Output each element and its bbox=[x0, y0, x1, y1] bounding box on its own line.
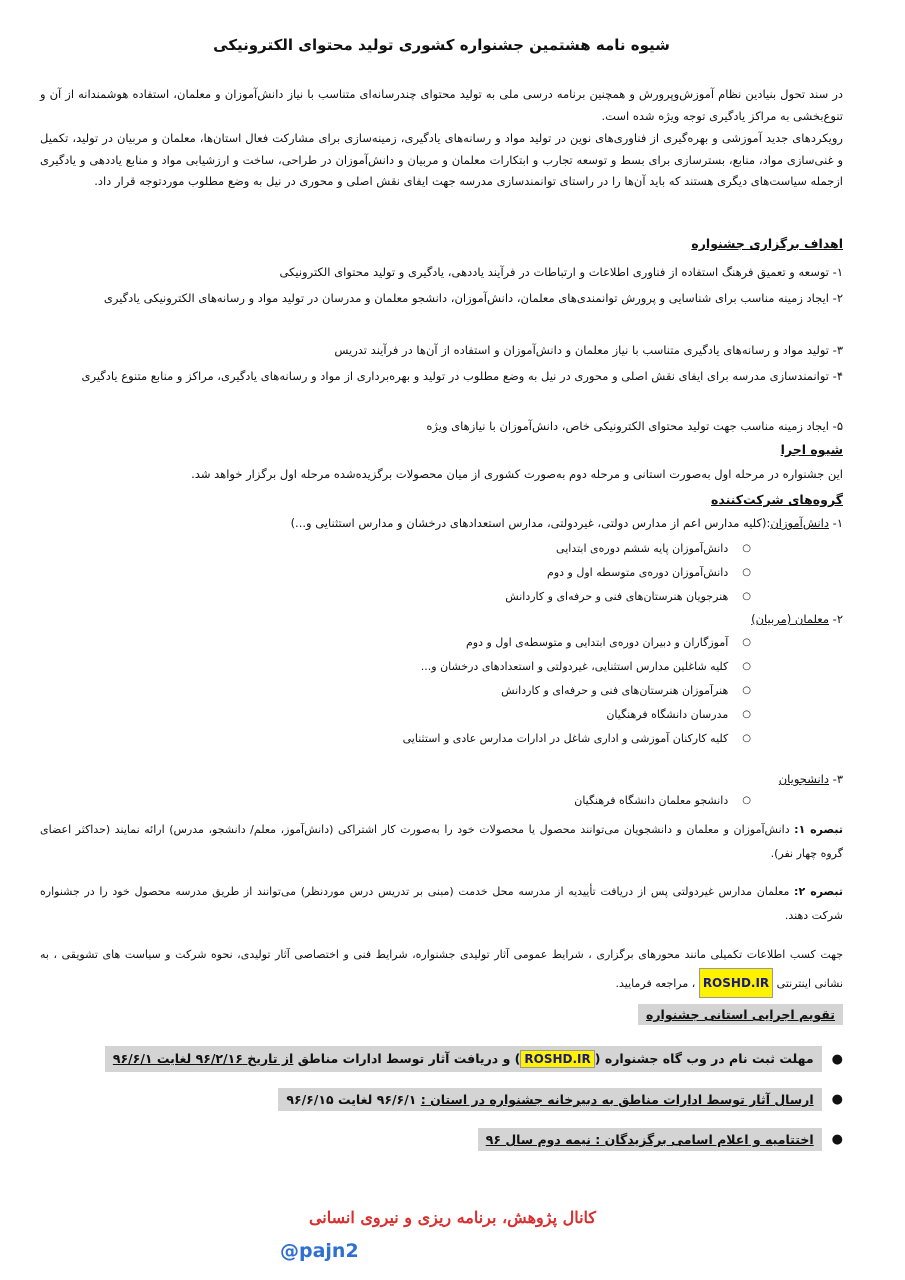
info-text-1: جهت کسب اطلاعات تکمیلی مانند محورهای برگزاری ، شرایط عمومی آثار تولیدی جشنواره، شرایط فنی و اختصاصی آثار تولیدی، نحوه شرکت و سیاست های تشویقی ، به نشانی اینترنتی bbox=[40, 948, 843, 990]
document-title: شیوه نامه هشتمین جشنواره کشوری تولید محتوای الکترونیکی bbox=[213, 36, 670, 54]
circle-bullet-icon: ○ bbox=[742, 543, 751, 554]
goals-heading: اهداف برگزاری جشنواره bbox=[691, 236, 843, 251]
list-item: ○ کلیه شاغلین مدارس استثنایی، غیردولتی و استعدادهای درخشان و... bbox=[420, 660, 751, 673]
circle-bullet-icon: ○ bbox=[742, 567, 751, 578]
circle-bullet-icon: ○ bbox=[742, 685, 751, 696]
group-1-extra: :(کلیه مدارس اعم از مدارس دولتی، غیردولتی، مدارس استعدادهای درخشان و مدارس استثنایی و...) bbox=[290, 516, 771, 530]
note-2-label: تبصره ۲: bbox=[794, 885, 843, 898]
group-2-number: ۲- bbox=[832, 612, 843, 626]
info-text-2: ، مراجعه فرمایید. bbox=[615, 977, 696, 990]
intro-paragraph-1: در سند تحول بنیادین نظام آموزش‌وپرورش و همچنین برنامه درسی ملی به تولید محتوای چندرسانه‌ای متناسب با نیاز دانش‌آموزان و معلمان، استفاده هوشمندانه از آن و تنوع‌بخشی به مراکز یادگیری توجه ویژه شده است. bbox=[40, 87, 843, 123]
circle-bullet-icon: ○ bbox=[742, 709, 751, 720]
group-2-label: معلمان (مربیان) bbox=[751, 612, 829, 626]
group-1-head bbox=[291, 516, 843, 530]
roshd-link[interactable]: ROSHD.IR bbox=[520, 1050, 594, 1068]
note-1-label: تبصره ۱: bbox=[794, 823, 843, 836]
group-2-head bbox=[751, 612, 843, 626]
group-3-head bbox=[779, 772, 843, 786]
calendar-item-3 bbox=[478, 1128, 843, 1151]
goal-item-4: ۴- توانمندسازی مدرسه برای ایفای نقش اصلی و محوری در نیل به وضع مطلوب در تولید و بهره‌برداری از مواد و رسانه‌های یادگیری، مراکز و منابع متنوع یادگیری bbox=[81, 369, 843, 383]
calendar-heading: تقویم اجرایی استانی جشنواره bbox=[638, 1004, 843, 1025]
calendar-item-1-text: مهلت ثبت نام در وب گاه جشنواره (ROSHD.IR) و دریافت آثار توسط ادارات مناطق از تاریخ ۹۶/۲/۱۶ لغایت ۹۶/۶/۱ bbox=[105, 1046, 822, 1072]
note-2-text: معلمان مدارس غیردولتی پس از دریافت تأییدیه از مدرسه محل خدمت (مبنی بر تدریس درس موردنظر) می‌توانند از طریق مدرسه محصول خود را در جشنواره شرکت دهند. bbox=[40, 885, 843, 922]
circle-bullet-icon: ○ bbox=[742, 661, 751, 672]
calendar-item-2 bbox=[278, 1088, 843, 1111]
group-3-number: ۳- bbox=[832, 772, 843, 786]
circle-bullet-icon: ○ bbox=[742, 733, 751, 744]
bullet-icon: ● bbox=[831, 1092, 843, 1107]
goal-item-1: ۱- توسعه و تعمیق فرهنگ استفاده از فناوری اطلاعات و ارتباطات در فرآیند یاددهی، یادگیری و تولید محتوای الکترونیکی bbox=[279, 265, 843, 279]
list-item: ○ دانش‌آموزان دوره‌ی متوسطه اول و دوم bbox=[547, 566, 751, 579]
goal-item-3: ۳- تولید مواد و رسانه‌های یادگیری متناسب با نیاز معلمان و دانش‌آموزان و استفاده از آن‌ها در فرآیند تدریس bbox=[334, 343, 843, 357]
channel-name: کانال پژوهش، برنامه ریزی و نیروی انسانی bbox=[308, 1208, 597, 1227]
goal-item-5: ۵- ایجاد زمینه مناسب جهت تولید محتوای الکترونیکی خاص، دانش‌آموزان با نیازهای ویژه bbox=[426, 419, 843, 433]
list-item: ○ مدرسان دانشگاه فرهنگیان bbox=[606, 708, 751, 721]
calendar-item-2-text: ارسال آثار توسط ادارات مناطق به دبیرخانه جشنواره در استان : ۹۶/۶/۱ لغایت ۹۶/۶/۱۵ bbox=[278, 1088, 821, 1111]
calendar-item-1 bbox=[105, 1046, 843, 1072]
group-1-label: دانش‌آموزان bbox=[770, 516, 829, 530]
bullet-icon: ● bbox=[831, 1051, 843, 1067]
circle-bullet-icon: ○ bbox=[742, 795, 751, 806]
goal-item-2: ۲- ایجاد زمینه مناسب برای شناسایی و پرورش توانمندی‌های معلمان، دانش‌آموزان، دانشجو معلمان و مدرسان در تولید مواد و رسانه‌های الکترونیکی یادگیری bbox=[103, 291, 843, 305]
list-item: ○ هنرجویان هنرستان‌های فنی و حرفه‌ای و کاردانش bbox=[505, 590, 751, 603]
calendar-item-3-text: اختتامیه و اعلام اسامی برگزیدگان : نیمه دوم سال ۹۶ bbox=[478, 1128, 822, 1151]
circle-bullet-icon: ○ bbox=[742, 637, 751, 648]
group-3-label: دانشجویان bbox=[778, 772, 829, 786]
list-item: ○ کلیه کارکنان آموزشی و اداری شاغل در ادارات مدارس عادی و استثنایی bbox=[402, 732, 751, 745]
note-1-text: دانش‌آموزان و معلمان و دانشجویان می‌توانند محصول یا محصولات خود را به‌صورت کار اشتراکی (دانش‌آموز، معلم/ دانشجو، مدرس) ارائه نمایند (حداکثر اعضای گروه چهار نفر). bbox=[40, 823, 843, 860]
list-item: ○ دانشجو معلمان دانشگاه فرهنگیان bbox=[574, 794, 751, 807]
group-1-number: ۱- bbox=[832, 516, 843, 530]
roshd-link[interactable]: ROSHD.IR bbox=[699, 968, 773, 998]
intro-paragraph-2: رویکردهای جدید آموزشی و بهره‌گیری از فناوری‌های نوین در تولید مواد و رسانه‌های یادگیری، زمینه‌سازی برای مشارکت فعال استان‌ها، معلمان و مربیان در تولید، تکمیل و غنی‌سازی مواد، منابع، بسترسازی برای بسط و توسعه تجارب و ابتکارات معلمان و مربیان و دانش‌آموزان در طراحی، ساخت و ارزشیابی مواد و منابع یاددهی و یادگیری ازجمله سیاست‌های دیگری هستند که باید آن‌ها را در راستای توانمندسازی مدرسه جهت ایفای نقش اصلی و محوری در نیل به وضع مطلوب موردتوجه قرار داد. bbox=[40, 131, 843, 188]
method-heading: شیوه اجرا bbox=[780, 442, 843, 457]
bullet-icon: ● bbox=[831, 1132, 843, 1147]
list-item: ○ هنرآموزان هنرستان‌های فنی و حرفه‌ای و کاردانش bbox=[501, 684, 751, 697]
groups-heading: گروه‌های شرکت‌کننده bbox=[710, 492, 843, 507]
circle-bullet-icon: ○ bbox=[742, 591, 751, 602]
note-1 bbox=[40, 818, 843, 866]
info-paragraph bbox=[40, 942, 843, 998]
list-item: ○ دانش‌آموزان پایه ششم دوره‌ی ابتدایی bbox=[556, 542, 751, 555]
method-text: این جشنواره در مرحله اول به‌صورت استانی و مرحله دوم به‌صورت کشوری از میان محصولات برگزیده‌شده مرحله اول برگزار خواهد شد. bbox=[191, 467, 843, 481]
note-2 bbox=[40, 880, 843, 928]
list-item: ○ آموزگاران و دبیران دوره‌ی ابتدایی و متوسطه‌ی اول و دوم bbox=[465, 636, 751, 649]
channel-handle[interactable]: @pajn2 bbox=[280, 1240, 359, 1262]
